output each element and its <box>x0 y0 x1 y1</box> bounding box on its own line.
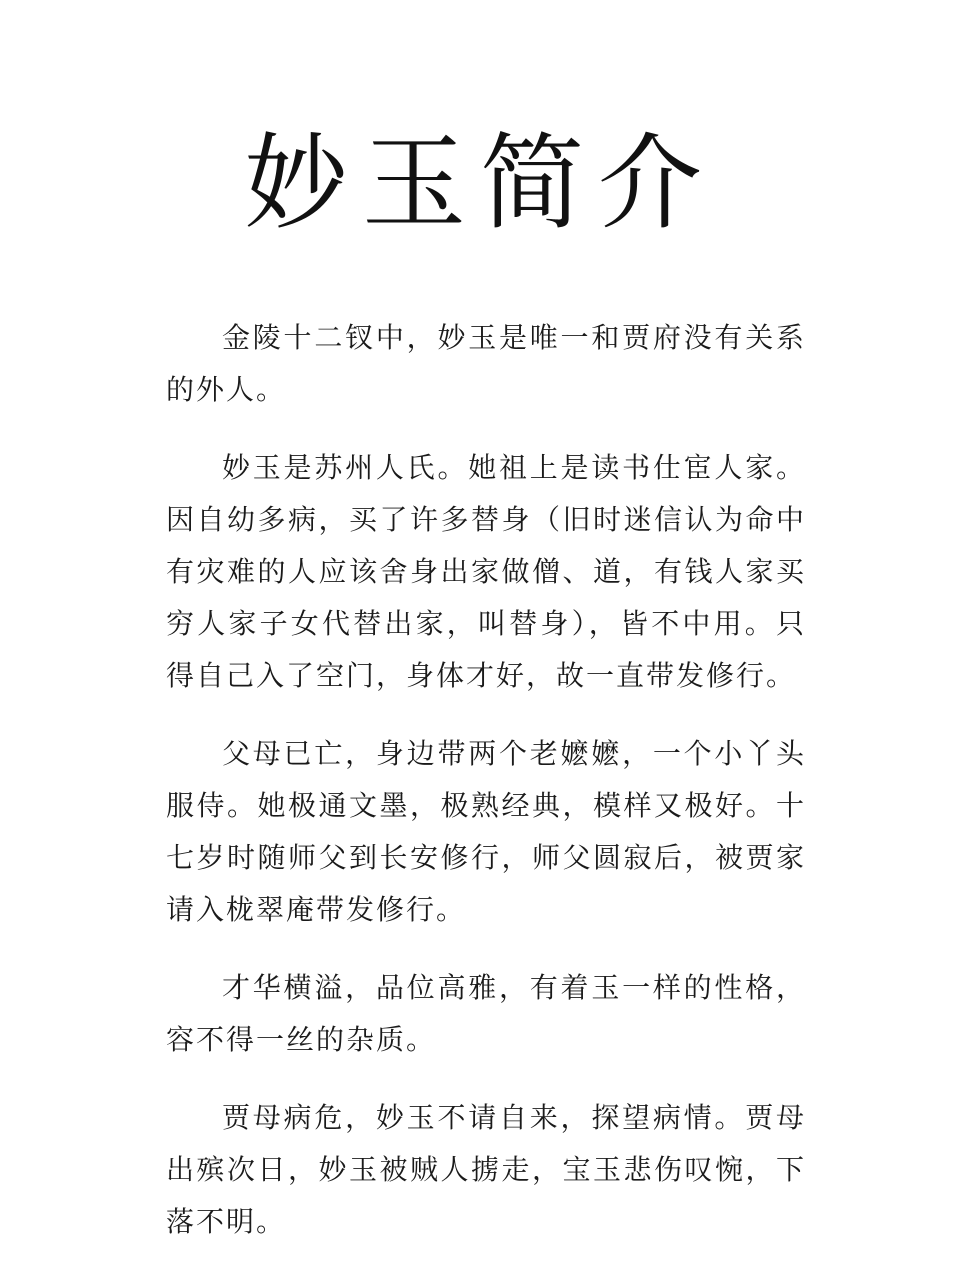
page-title: 妙玉简介 <box>243 122 716 244</box>
body-text <box>166 312 806 1274</box>
paragraph-1: 金陵十二钗中，妙玉是唯一和贾府没有关系的外人。 <box>166 321 806 406</box>
paragraph-4: 才华横溢，品位高雅，有着玉一样的性格，容不得一丝的杂质。 <box>166 971 806 1056</box>
paragraph-5: 贾母病危，妙玉不请自来，探望病情。贾母出殡次日，妙玉被贼人掳走，宝玉悲伤叹惋，下落不明。 <box>166 1101 806 1238</box>
paragraph-3: 父母已亡，身边带两个老嬷嬷，一个小丫头服侍。她极通文墨，极熟经典，模样又极好。十七岁时随师父到长安修行，师父圆寂后，被贾家请入栊翠庵带发修行。 <box>166 737 806 926</box>
paragraph-2: 妙玉是苏州人氏。她祖上是读书仕宦人家。因自幼多病，买了许多替身（旧时迷信认为命中有灾难的人应该舍身出家做僧、道，有钱人家买穷人家子女代替出家，叫替身），皆不中用。只得自己入了空门，身体才好，故一直带发修行。 <box>166 451 806 692</box>
